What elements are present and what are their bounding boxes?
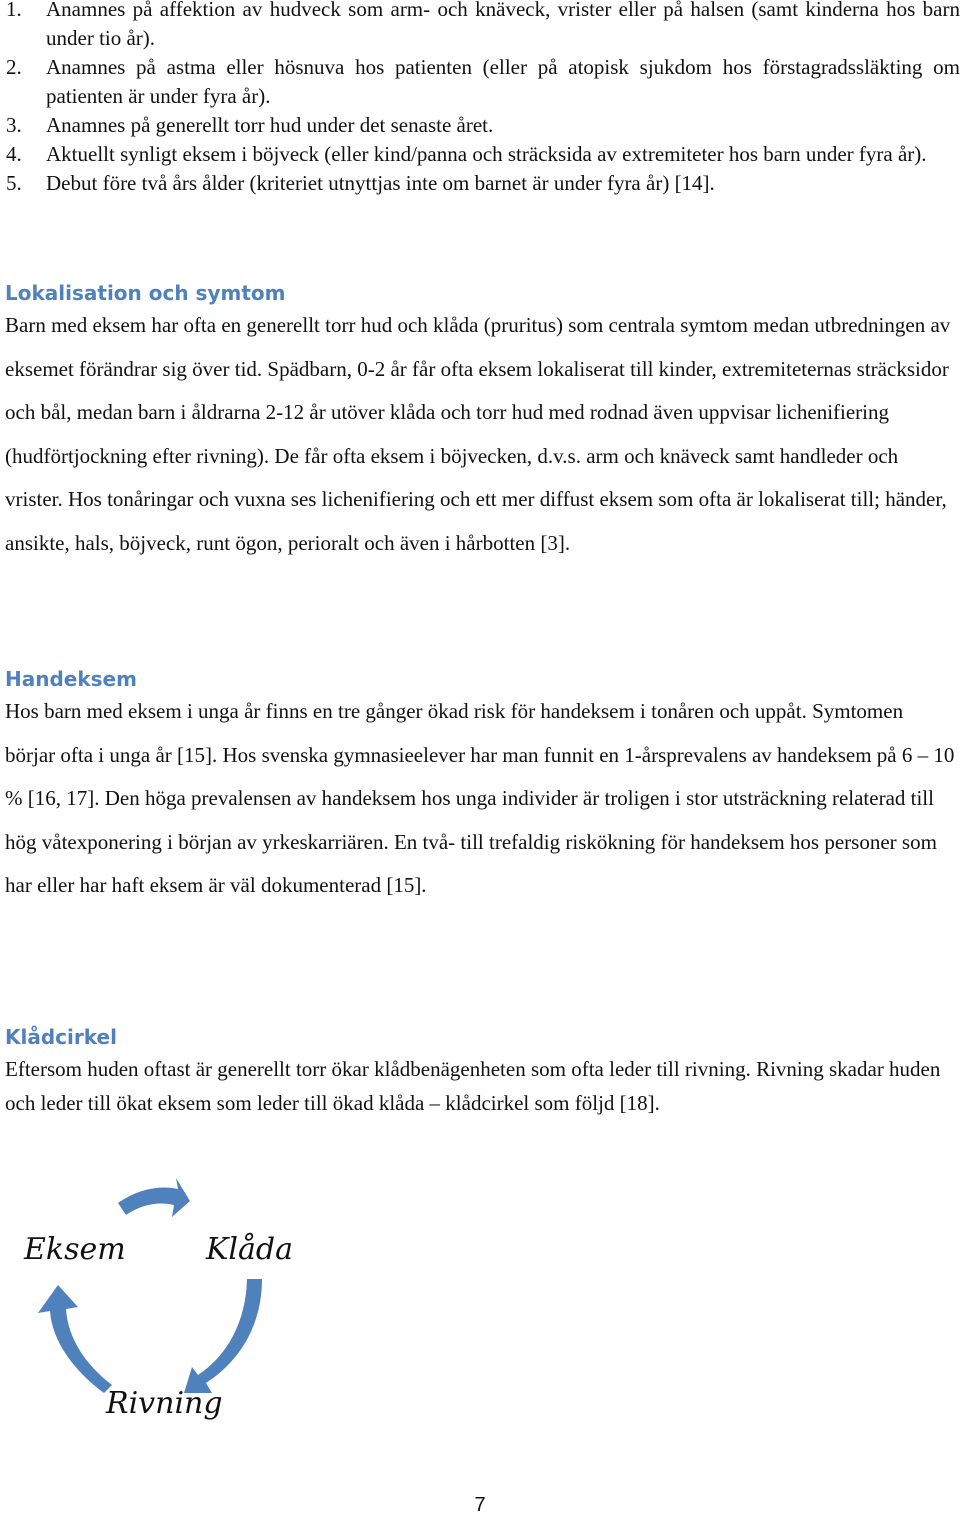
paragraph-handeksem: Hos barn med eksem i unga år finns en tre gånger ökad risk för handeksem i tonåren och uppåt. Symtomen börjar ofta i unga år [15]. Hos svenska gymnasieelever har man funnit en 1-årsprevalens av handeksem på 6 – 10 % [16, 17]. Den höga prevalensen av handeksem hos unga individer är troligen i stor utsträckning relaterad till hög våtexponering i början av yrkeskarriären. En två- till trefaldig riskökning för handeksem hos personer som har eller har haft eksem är väl dokumenterad [15].	[5, 699, 955, 898]
criteria-list	[6, 0, 960, 198]
criteria-text: Anamnes på affektion av hudveck som arm- och knäveck, vrister eller på halsen (samt kinderna hos barn under tio år).	[46, 0, 960, 50]
criteria-item-4	[6, 140, 960, 169]
itch-cycle-diagram	[0, 1175, 340, 1465]
criteria-item-3	[6, 111, 960, 140]
criteria-text: Debut före två års ålder (kriteriet utnyttjas inte om barnet är under fyra år) [14].	[46, 171, 715, 195]
page-number: 7	[474, 1494, 486, 1516]
criteria-text: Aktuellt synligt eksem i böjveck (eller kind/panna och sträcksida av extremiteter hos barn under fyra år).	[46, 142, 927, 166]
criteria-item-2	[6, 53, 960, 111]
cycle-label-klada: Klåda	[206, 1232, 293, 1267]
criteria-text: Anamnes på astma eller hösnuva hos patienten (eller på atopisk sjukdom hos förstagradssläkting om patienten är under fyra år).	[46, 55, 960, 108]
arrow-eksem-to-klada-icon	[118, 1178, 190, 1217]
cycle-label-eksem: Eksem	[24, 1232, 126, 1267]
criteria-text: Anamnes på generellt torr hud under det senaste året.	[46, 113, 494, 137]
cycle-label-rivning: Rivning	[106, 1386, 223, 1421]
arrow-klada-to-rivning-icon	[184, 1279, 262, 1393]
criteria-number: 3.	[6, 113, 22, 137]
section-heading-handeksem: Handeksem	[5, 667, 137, 691]
criteria-item-5	[6, 169, 960, 198]
arrow-rivning-to-eksem-icon	[38, 1285, 112, 1393]
paragraph-lokalisation: Barn med eksem har ofta en generellt torr hud och klåda (pruritus) som centrala symtom medan utbredningen av eksemet förändrar sig över tid. Spädbarn, 0-2 år får ofta eksem lokaliserat till kinder, extremiteternas sträcksidor och bål, medan barn i åldrarna 2-12 år utöver klåda och torr hud med rodnad även uppvisar lichenifiering (hudförtjockning efter rivning). De får ofta eksem i böjvecken, d.v.s. arm och knäveck samt handleder och vrister. Hos tonåringar och vuxna ses lichenifiering och ett mer diffust eksem som ofta är lokaliserat till; händer, ansikte, hals, böjveck, runt ögon, perioralt och även i hårbotten [3].	[5, 313, 951, 555]
paragraph-kladcirkel: Eftersom huden oftast är generellt torr ökar klådbenägenheten som ofta leder till rivning. Rivning skadar huden och leder till ökat eksem som leder till ökad klåda – klådcirkel som följd [18].	[5, 1057, 941, 1115]
criteria-number: 2.	[6, 55, 22, 79]
criteria-number: 1.	[6, 0, 22, 21]
section-heading-kladcirkel: Klådcirkel	[5, 1025, 117, 1049]
cycle-arrows	[0, 1175, 340, 1465]
section-heading-lokalisation: Lokalisation och symtom	[5, 281, 286, 305]
criteria-number: 4.	[6, 142, 22, 166]
criteria-item-1	[6, 0, 960, 53]
criteria-number: 5.	[6, 171, 22, 195]
